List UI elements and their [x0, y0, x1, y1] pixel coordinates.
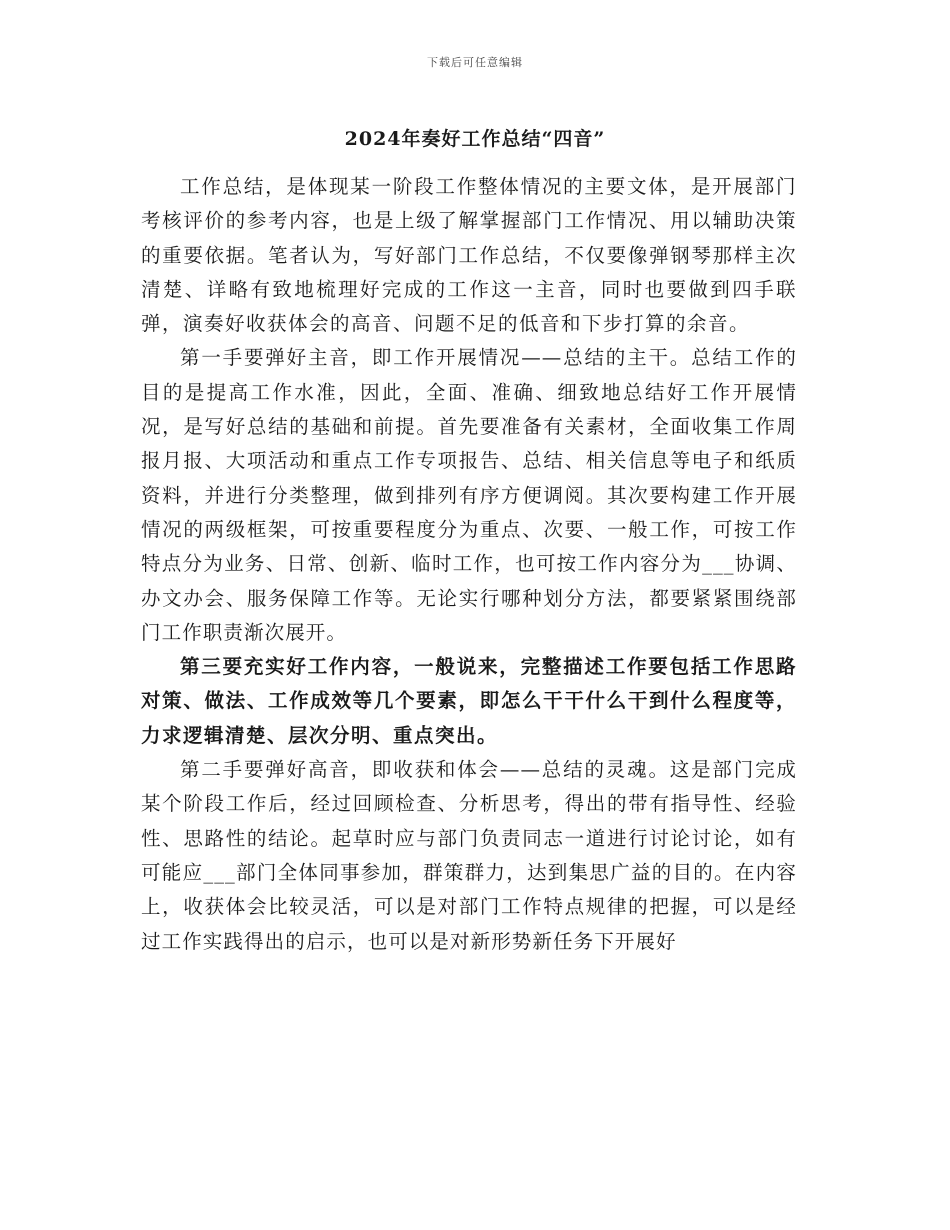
paragraph-intro: 工作总结，是体现某一阶段工作整体情况的主要文体，是开展部门考核评价的参考内容，也是上级了解掌握部门工作情况、用以辅助决策的重要依据。笔者认为，写好部门工作总结，不仅要像弹钢琴那样主次清楚、详略有致地梳理好完成的工作这一主音，同时也要做到四手联弹，演奏好收获体会的高音、问题不足的低音和下步打算的余音。 [141, 175, 797, 336]
paragraph-main-tone: 第一手要弹好主音，即工作开展情况——总结的主干。总结工作的目的是提高工作水准，因此，全面、准确、细致地总结好工作开展情况，是写好总结的基础和前提。首先要准备有关素材，全面收集工作周报月报、大项活动和重点工作专项报告、总结、相关信息等电子和纸质资料，并进行分类整理，做到排列有序方便调阅。其次要构建工作开展情况的两级框架，可按重要程度分为重点、次要、一般工作，可按工作特点分为业务、日常、创新、临时工作，也可按工作内容分为___协调、办文办会、服务保障工作等。无论实行哪种划分方法，都要紧紧围绕部门工作职责渐次展开。 [141, 346, 797, 644]
document-body [141, 170, 797, 959]
page-header: 下载后可任意编辑 [427, 56, 523, 69]
paragraph-work-content: 第三要充实好工作内容，一般说来，完整描述工作要包括工作思路对策、做法、工作成效等几个要素，即怎么干干什么干到什么程度等，力求逻辑清楚、层次分明、重点突出。 [141, 655, 797, 747]
paragraph-high-tone: 第二手要弹好高音，即收获和体会——总结的灵魂。这是部门完成某个阶段工作后，经过回顾检查、分析思考，得出的带有指导性、经验性、思路性的结论。起草时应与部门负责同志一道进行讨论讨论，如有可能应___部门全体同事参加，群策群力，达到集思广益的目的。在内容上，收获体会比较灵活，可以是对部门工作特点规律的把握，可以是经过工作实践得出的启示，也可以是对新形势新任务下开展好 [141, 758, 797, 953]
document-title: 2024年奏好工作总结“四音” [344, 128, 606, 150]
